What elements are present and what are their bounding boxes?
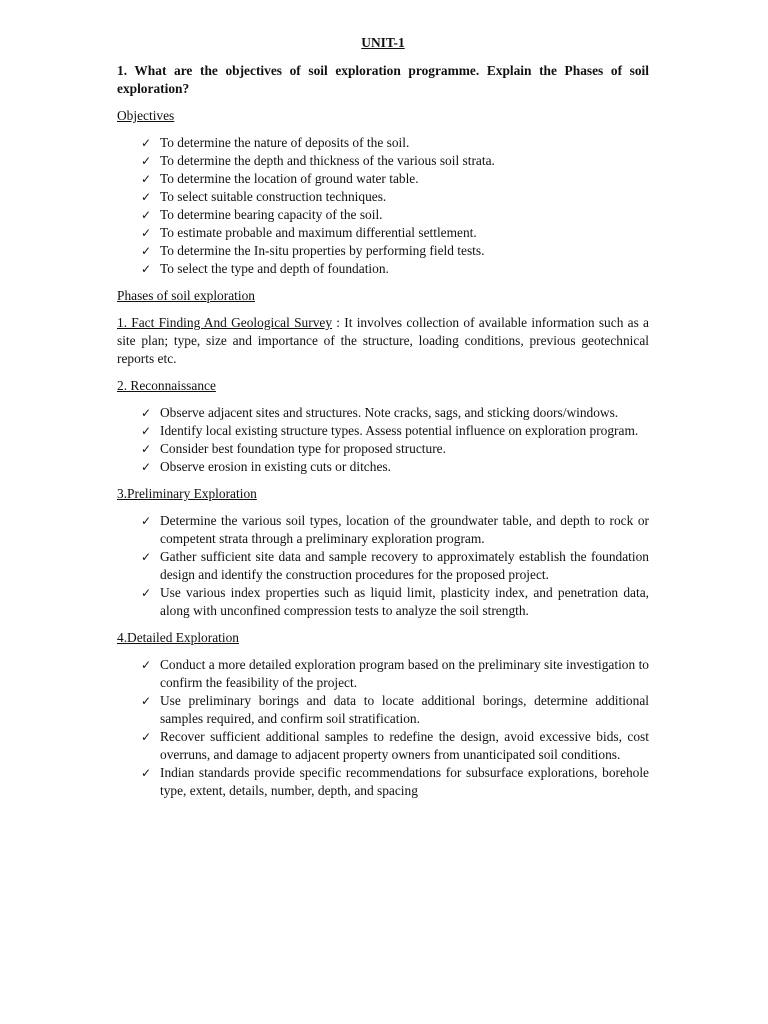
phase1-paragraph [117, 314, 649, 368]
check-icon: ✓ [141, 658, 152, 672]
list-item: ✓ Observe erosion in existing cuts or ditches. [141, 459, 391, 474]
list-item: ✓ Recover sufficient additional samples to redefine the design, avoid excessive bids, cost overruns, and damage to adjacent property owners from unanticipated soil conditions. [141, 729, 649, 762]
question-heading: 1. What are the objectives of soil exploration programme. Explain the Phases of soil exploration? [117, 63, 649, 96]
list-item: ✓ To select suitable construction techniques. [141, 189, 387, 204]
list-item: ✓ To determine the depth and thickness of the various soil strata. [141, 153, 495, 168]
document-content [117, 34, 649, 809]
list-item: ✓ Gather sufficient site data and sample recovery to approximately establish the foundation design and identify the construction procedures for the proposed project. [141, 549, 649, 582]
list-item: ✓ To determine the location of ground water table. [141, 171, 419, 186]
check-icon: ✓ [141, 262, 152, 276]
phase3-list [117, 512, 649, 620]
objectives-heading: Objectives [117, 108, 175, 123]
list-item: ✓ Determine the various soil types, location of the groundwater table, and depth to rock or competent strata through a preliminary exploration program. [141, 513, 649, 546]
check-icon: ✓ [141, 550, 152, 564]
list-item: ✓ To select the type and depth of foundation. [141, 261, 389, 276]
list-item: ✓ Use various index properties such as liquid limit, plasticity index, and penetration data, along with unconfined compression tests to analyze the soil strength. [141, 585, 649, 618]
unit-title: UNIT-1 [361, 35, 405, 50]
check-icon: ✓ [141, 244, 152, 258]
check-icon: ✓ [141, 406, 152, 420]
list-item: ✓ To determine the In-situ properties by performing field tests. [141, 243, 485, 258]
check-icon: ✓ [141, 730, 152, 744]
list-item: ✓ Indian standards provide specific recommendations for subsurface explorations, borehole type, extent, details, number, depth, and spacing [141, 765, 649, 798]
phase3-heading: 3.Preliminary Exploration [117, 486, 257, 501]
check-icon: ✓ [141, 424, 152, 438]
check-icon: ✓ [141, 226, 152, 240]
phase2-list [117, 404, 649, 476]
objectives-list [117, 134, 649, 278]
list-item: ✓ Consider best foundation type for proposed structure. [141, 441, 446, 456]
check-icon: ✓ [141, 172, 152, 186]
check-icon: ✓ [141, 766, 152, 780]
check-icon: ✓ [141, 514, 152, 528]
check-icon: ✓ [141, 442, 152, 456]
phases-heading: Phases of soil exploration [117, 288, 255, 303]
check-icon: ✓ [141, 136, 152, 150]
check-icon: ✓ [141, 694, 152, 708]
list-item: ✓ Use preliminary borings and data to locate additional borings, determine additional samples required, and confirm soil stratification. [141, 693, 649, 726]
phase4-heading: 4.Detailed Exploration [117, 630, 239, 645]
phase1-title: 1. Fact Finding And Geological Survey [117, 315, 333, 330]
phase4-list [117, 656, 649, 800]
check-icon: ✓ [141, 208, 152, 222]
phase1-text: : It involves collection of available information such as a site plan; type, size and importance of the structure, loading conditions, previous geotechnical reports etc. [117, 315, 649, 366]
check-icon: ✓ [141, 460, 152, 474]
list-item: ✓ Observe adjacent sites and structures. Note cracks, sags, and sticking doors/windows. [141, 405, 619, 420]
list-item: ✓ Conduct a more detailed exploration program based on the preliminary site investigation to confirm the feasibility of the project. [141, 657, 649, 690]
list-item: ✓ To determine bearing capacity of the soil. [141, 207, 383, 222]
list-item: ✓ To determine the nature of deposits of the soil. [141, 135, 410, 150]
phase2-heading: 2. Reconnaissance [117, 378, 216, 393]
check-icon: ✓ [141, 190, 152, 204]
check-icon: ✓ [141, 154, 152, 168]
check-icon: ✓ [141, 586, 152, 600]
list-item: ✓ To estimate probable and maximum differential settlement. [141, 225, 477, 240]
list-item: ✓ Identify local existing structure types. Assess potential influence on exploration program. [141, 423, 639, 438]
